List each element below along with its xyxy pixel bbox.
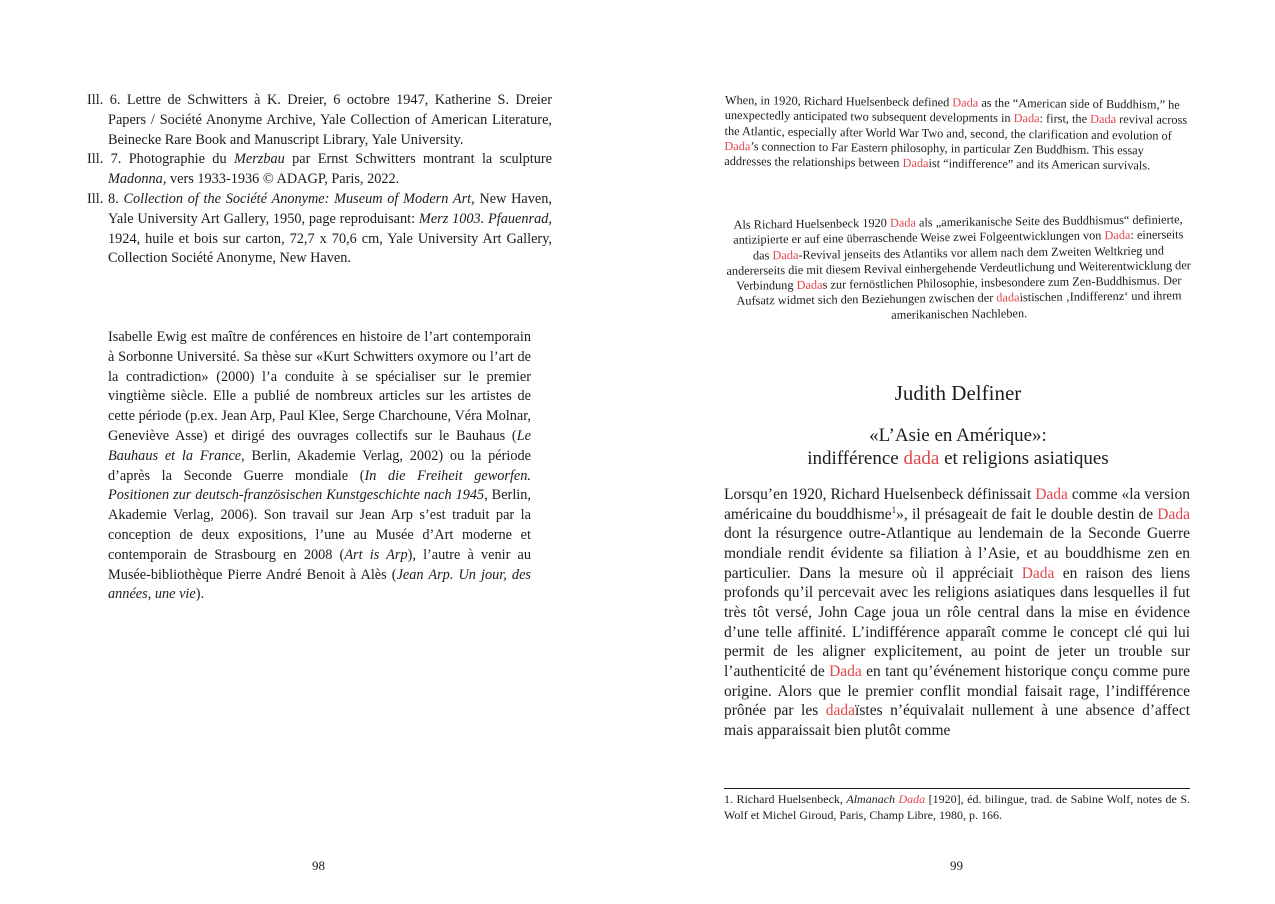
abstract-text: istischen ‚Indifferenz‘ und ihrem amerikanischen Nachleben. <box>891 288 1182 322</box>
dada-highlight: Dada <box>1035 486 1068 503</box>
body-segment: en raison des liens profonds qu’il percevait avec les religions asiatiques dans lesquelles il fut très tôt versé, John Cage joua un rôle central dans la mise en évidence d’une telle affinité. L’indifférence apparaît comme le concept clé qui lui permit de les aligner explicitement, au point de jeter un trouble sur l’authenticité de <box>724 564 1190 680</box>
body-segment: », il présageait de fait le double destin de <box>896 505 1158 523</box>
title-line-1: «L’Asie en Amérique»: <box>869 425 1047 446</box>
dada-highlight: Dada <box>796 277 823 293</box>
body-segment: dont la résurgence outre-Atlantique au lendemain de la Seconde Guerre mondiale rendit évidente sa filiation à l’Asie, et au bouddhisme zen en particulier. Dans la mesure où il appréciait <box>724 525 1190 582</box>
caption-ill-6 <box>87 91 552 150</box>
footnote-ref[interactable]: 1 <box>891 504 897 515</box>
author-name: Judith Delfiner <box>894 381 1022 405</box>
caption-text: , 1924, huile et bois sur carton, 72,7 x 70,6 cm, Yale University Art Gallery, Collection Société Anonyme, New Haven. <box>108 210 552 267</box>
title-text: et religions asiatiques <box>939 448 1109 469</box>
body-text <box>724 485 1190 741</box>
caption-italic: Merz 1003. Pfauenrad <box>418 210 549 227</box>
caption-text: par Ernst Schwitters montrant la sculpture <box>292 151 553 168</box>
abstract-text: Als Richard Huelsenbeck 1920 <box>733 215 891 232</box>
page-number-right: 99 <box>950 858 963 873</box>
body-segment: ïstes n’équivalait nullement à une absence d’affect mais apparaissait bien plutôt comme <box>724 702 1191 739</box>
footnote-text: 1. Richard Huelsenbeck, <box>724 792 847 806</box>
caption-text: , vers 1933-1936 © ADAGP, Paris, 2022. <box>162 171 400 188</box>
caption-label: Ill. 7. <box>87 151 122 168</box>
page-number-left: 98 <box>312 858 325 873</box>
caption-label: Ill. 6. <box>87 92 121 108</box>
caption-text: , New Haven, Yale University Art Gallery, 1950, page reproduisant: <box>108 190 552 227</box>
abstract-text: als „amerikanische Seite des Buddhismus“ definierte, antizipierte er auf eine überraschende Weise zwei Folgeentwicklungen von <box>733 212 1183 248</box>
title-text: indifférence <box>807 448 904 469</box>
caption-ill-7 <box>87 150 552 190</box>
body-segment: comme «la version américaine du bouddhisme <box>724 486 1190 523</box>
footnote-italic: Almanach <box>846 792 896 806</box>
abstract-text: revival across the Atlantic, especially after World War Two and, second, the clarification and evolution of <box>724 112 1188 143</box>
dada-highlight: Dada <box>1013 111 1040 126</box>
bio-text: ), l’autre à venir au Musée-bibliothèque Pierre André Benoit à Alès ( <box>108 546 531 583</box>
footnote-divider <box>724 788 1190 789</box>
article-title <box>725 424 1191 470</box>
dada-highlight: Dada <box>902 156 929 171</box>
bio-italic: Le Bauhaus et la France <box>108 427 531 464</box>
caption-text: Lettre de Schwitters à K. Dreier, 6 octobre 1947, Katherine S. Dreier Papers / Société Anonyme Archive, Yale Collection of American Literature, Beinecke Rare Book and Manuscript Library, Yale University. <box>108 92 553 148</box>
caption-label: Ill. 8. <box>87 190 119 207</box>
abstract-english <box>724 93 1191 174</box>
abstract-text: -Revival jenseits des Atlantiks vor allem nach dem Zweiten Weltkrieg und andererseits die mit diesem Revival einhergehende Verdeutlichung und Weiterentwicklung der Verbindung <box>726 243 1191 293</box>
dada-highlight: Dada <box>1090 112 1117 127</box>
dada-highlight: dada <box>903 448 940 469</box>
dada-highlight: Dada <box>889 215 917 230</box>
abstract-text: ist “indifference” and its American survivals. <box>928 156 1151 173</box>
bio-italic: In die Freiheit geworfen. Positionen zur deutsch-französischen Kunstgeschichte nach 1945 <box>108 467 531 504</box>
dada-highlight: dada <box>825 702 856 720</box>
footnote <box>724 792 1190 823</box>
bio-text: , Berlin, Akademie Verlag, 2002) ou la période d’après la Seconde Guerre mondiale ( <box>108 447 531 484</box>
dada-highlight: Dada <box>898 792 926 806</box>
abstract-text: as the “American side of Buddhism,” he unexpectedly anticipated two subsequent developments in <box>724 95 1180 126</box>
author-bio <box>108 328 531 605</box>
abstract-text: ’s connection to Far Eastern philosophy, in particular Zen Buddhism. This essay addresses the relationships between <box>724 139 1144 171</box>
bio-text: ). <box>195 586 205 603</box>
caption-italic: Merzbau <box>233 151 285 168</box>
dada-highlight: Dada <box>1104 228 1131 243</box>
abstract-text: s zur fernöstlichen Philosophie, insbesondere zum Zen-Buddhismus. Der Aufsatz widmet sich den Beziehungen zwischen der <box>736 273 1182 309</box>
dada-highlight: Dada <box>772 247 799 262</box>
caption-italic: Madonna <box>108 171 163 188</box>
right-page <box>637 0 1275 904</box>
dada-highlight: dada <box>996 290 1020 306</box>
abstract-text: : first, the <box>1039 111 1091 127</box>
dada-highlight: Dada <box>1021 564 1055 582</box>
body-segment: en tant qu’événement historique conçu comme pure origine. Alors que le premier conflit mondial faisait rage, l’indifférence prônée par les <box>724 662 1190 720</box>
abstract-german <box>725 212 1192 325</box>
bio-text: , Berlin, Akademie Verlag, 2006). Son travail sur Jean Arp s’est traduit par la conception de deux expositions, l’une au Musée d’Art moderne et contemporain de Strasbourg en 2008 ( <box>108 487 531 563</box>
bio-italic: Art is Arp <box>344 546 408 563</box>
left-page <box>0 0 637 904</box>
dada-highlight: Dada <box>952 95 979 110</box>
footnote-text: [1920], éd. bilingue, trad. de Sabine Wolf, notes de S. Wolf et Michel Giroud, Paris, Champ Libre, 1980, p. 166. <box>724 792 1190 822</box>
bio-text: Isabelle Ewig est maître de conférences en histoire de l’art contemporain à Sorbonne Université. Sa thèse sur «Kurt Schwitters oxymore ou l’art de la contradiction» (2000) l’a conduite à se spécialiser sur le premier vingtième siècle. Elle a publié de nombreux articles sur les artistes de cette période (p.ex. Jean Arp, Paul Klee, Serge Charchoune, Véra Molnar, Geneviève Asse) et dirigé des ouvrages collectifs sur le Bauhaus ( <box>108 329 531 444</box>
abstract-text: : einerseits das <box>752 227 1184 263</box>
caption-ill-8 <box>87 190 552 269</box>
illustration-captions <box>87 91 552 269</box>
dada-highlight: Dada <box>829 662 862 680</box>
caption-italic: Collection of the Société Anonyme: Museum of Modern Art <box>123 190 472 207</box>
dada-highlight: Dada <box>1157 505 1190 523</box>
abstract-text: When, in 1920, Richard Huelsenbeck defined <box>724 93 953 110</box>
body-segment: Lorsqu’en 1920, Richard Huelsenbeck définissait <box>724 486 1036 503</box>
bio-italic: Jean Arp. Un jour, des années, une vie <box>108 566 531 603</box>
dada-highlight: Dada <box>724 138 751 154</box>
caption-text: Photographie du <box>128 151 227 168</box>
